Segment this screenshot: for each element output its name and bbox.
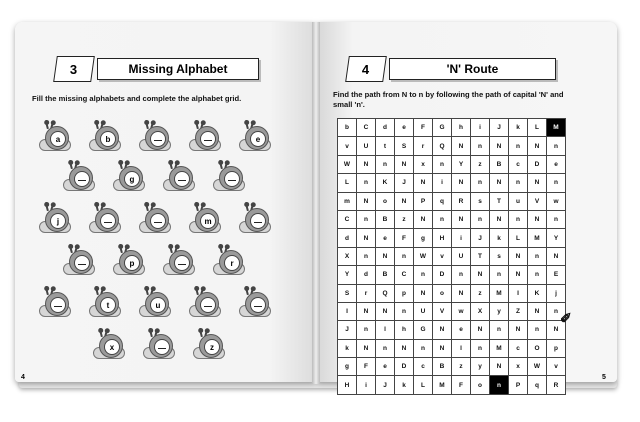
snail-shell	[95, 208, 119, 232]
instruction-text	[333, 90, 564, 110]
page-number: 5	[602, 374, 606, 381]
grid-cell[interactable]: i	[471, 119, 490, 137]
grid-cell[interactable]: G	[414, 321, 433, 339]
snail-shell	[149, 334, 173, 358]
snail-shell-center: x	[104, 339, 120, 355]
grid-cell[interactable]: k	[509, 119, 528, 137]
grid-cell[interactable]: n	[509, 211, 528, 229]
grid-cell[interactable]: X	[471, 303, 490, 321]
snail-shell-center[interactable]	[150, 213, 166, 229]
grid-cell[interactable]: N	[433, 321, 452, 339]
grid-cell[interactable]: Q	[433, 137, 452, 155]
grid-cell[interactable]: L	[338, 174, 357, 192]
blank-line	[154, 140, 162, 142]
grid-cell[interactable]: n	[357, 321, 376, 339]
grid-cell[interactable]: B	[376, 211, 395, 229]
grid-cell[interactable]: N	[357, 229, 376, 247]
snail-2-4	[239, 204, 271, 232]
grid-cell[interactable]: o	[433, 285, 452, 303]
right-page	[317, 22, 617, 389]
snail-shell	[199, 334, 223, 358]
grid-cell[interactable]: h	[395, 321, 414, 339]
grid-cell[interactable]: N	[528, 303, 547, 321]
grid-cell[interactable]: d	[376, 119, 395, 137]
snail-shell-center[interactable]	[74, 255, 90, 271]
grid-cell[interactable]: L	[528, 119, 547, 137]
grid-cell[interactable]: U	[452, 248, 471, 266]
snail-shell	[69, 166, 93, 190]
instruction-line-2: small 'n'.	[333, 100, 365, 109]
grid-cell[interactable]: n	[433, 211, 452, 229]
page-title: 'N' Route	[389, 58, 556, 80]
grid-cell[interactable]: T	[490, 193, 509, 211]
grid-cell[interactable]: n	[414, 266, 433, 284]
letter-grid	[337, 118, 566, 395]
right-title-banner	[347, 56, 562, 80]
grid-cell[interactable]: N	[547, 321, 566, 339]
grid-cell[interactable]: e	[395, 119, 414, 137]
grid-cell[interactable]: N	[452, 285, 471, 303]
grid-cell[interactable]: s	[490, 248, 509, 266]
blank-line	[254, 222, 262, 224]
snail-shell	[45, 126, 69, 150]
grid-cell[interactable]: n	[395, 248, 414, 266]
snail-shell	[195, 292, 219, 316]
snail-3-3	[213, 246, 245, 274]
grid-cell[interactable]: N	[471, 266, 490, 284]
grid-cell[interactable]: e	[376, 229, 395, 247]
snail-4-4	[239, 288, 271, 316]
blank-line	[104, 222, 112, 224]
snail-0-1	[89, 122, 121, 150]
activity-number-box	[345, 56, 387, 82]
grid-cell[interactable]: n	[414, 340, 433, 358]
grid-cell[interactable]: S	[395, 137, 414, 155]
grid-cell[interactable]: v	[433, 248, 452, 266]
grid-cell[interactable]: R	[547, 376, 566, 394]
instruction-line-1: Find the path from N to n by following the path of capital 'N' and	[333, 90, 564, 99]
snail-shell	[145, 126, 169, 150]
grid-cell[interactable]: L	[414, 376, 433, 394]
left-title-banner	[55, 56, 265, 80]
grid-cell[interactable]: w	[452, 303, 471, 321]
grid-cell[interactable]: P	[509, 376, 528, 394]
grid-cell[interactable]: N	[414, 285, 433, 303]
grid-cell[interactable]: M	[433, 376, 452, 394]
grid-cell[interactable]: z	[471, 285, 490, 303]
snail-shell-center[interactable]	[174, 255, 190, 271]
snail-4-3	[189, 288, 221, 316]
snail-shell	[245, 208, 269, 232]
grid-cell[interactable]: K	[376, 174, 395, 192]
grid-cell[interactable]: V	[433, 303, 452, 321]
snail-0-4	[239, 122, 271, 150]
snail-shell-center: m	[200, 213, 216, 229]
blank-line	[254, 306, 262, 308]
grid-cell[interactable]: J	[338, 321, 357, 339]
grid-cell[interactable]: n	[528, 321, 547, 339]
blank-line	[204, 306, 212, 308]
grid-cell[interactable]: n	[471, 211, 490, 229]
grid-cell[interactable]: i	[357, 376, 376, 394]
snail-shell-center[interactable]	[154, 339, 170, 355]
snail-3-1	[113, 246, 145, 274]
grid-cell[interactable]: l	[376, 321, 395, 339]
grid-cell[interactable]: j	[547, 285, 566, 303]
grid-cell[interactable]: z	[452, 358, 471, 376]
grid-cell[interactable]: W	[338, 156, 357, 174]
grid-cell[interactable]: w	[547, 193, 566, 211]
snail-shell-center: t	[100, 297, 116, 313]
grid-cell[interactable]: e	[376, 358, 395, 376]
grid-cell[interactable]: C	[338, 211, 357, 229]
page-number: 4	[21, 374, 25, 381]
grid-cell[interactable]: i	[433, 174, 452, 192]
grid-cell[interactable]: n	[490, 376, 509, 394]
snail-shell	[145, 292, 169, 316]
grid-cell[interactable]: U	[414, 303, 433, 321]
grid-cell[interactable]: q	[433, 193, 452, 211]
grid-cell[interactable]: N	[509, 321, 528, 339]
pen-tip-icon: ✐	[560, 310, 572, 326]
snail-1-2	[163, 162, 195, 190]
grid-cell[interactable]: n	[357, 248, 376, 266]
grid-cell[interactable]: Y	[547, 229, 566, 247]
grid-cell[interactable]: c	[509, 156, 528, 174]
grid-cell[interactable]: d	[338, 229, 357, 247]
grid-cell[interactable]: B	[376, 266, 395, 284]
grid-cell[interactable]: l	[452, 340, 471, 358]
grid-cell[interactable]: s	[471, 193, 490, 211]
snail-shell-center[interactable]	[200, 297, 216, 313]
snail-shell	[99, 334, 123, 358]
snail-shell-center: j	[50, 213, 66, 229]
snail-0-3	[189, 122, 221, 150]
grid-cell[interactable]: k	[395, 376, 414, 394]
grid-cell[interactable]: N	[528, 174, 547, 192]
snail-4-2	[139, 288, 171, 316]
grid-cell[interactable]: n	[452, 266, 471, 284]
grid-cell[interactable]: n	[547, 211, 566, 229]
snail-shell-center: a	[50, 131, 66, 147]
grid-cell[interactable]: N	[395, 193, 414, 211]
grid-cell[interactable]: N	[452, 211, 471, 229]
snail-0-2	[139, 122, 171, 150]
snail-shell-center: b	[100, 131, 116, 147]
snail-shell	[119, 166, 143, 190]
grid-cell[interactable]: N	[509, 266, 528, 284]
grid-cell[interactable]: N	[490, 137, 509, 155]
snail-shell-center[interactable]	[200, 131, 216, 147]
snail-shell-center[interactable]	[150, 131, 166, 147]
grid-cell[interactable]: J	[395, 174, 414, 192]
grid-cell[interactable]: n	[490, 321, 509, 339]
snail-5-1	[143, 330, 175, 358]
snail-shell	[95, 292, 119, 316]
grid-cell[interactable]: D	[528, 156, 547, 174]
grid-cell[interactable]: C	[357, 119, 376, 137]
grid-cell[interactable]: Y	[338, 266, 357, 284]
grid-cell[interactable]: n	[376, 156, 395, 174]
grid-cell[interactable]: t	[376, 137, 395, 155]
grid-cell[interactable]: m	[338, 193, 357, 211]
grid-cell[interactable]: n	[471, 174, 490, 192]
grid-cell[interactable]: N	[490, 174, 509, 192]
snail-shell	[169, 250, 193, 274]
snail-shell-center: r	[224, 255, 240, 271]
grid-cell[interactable]: e	[452, 321, 471, 339]
snail-shell	[45, 292, 69, 316]
grid-cell[interactable]: T	[471, 248, 490, 266]
grid-cell[interactable]: r	[414, 137, 433, 155]
grid-cell[interactable]: U	[357, 137, 376, 155]
grid-cell[interactable]: M	[490, 340, 509, 358]
grid-cell[interactable]: z	[471, 156, 490, 174]
grid-cell[interactable]: v	[338, 137, 357, 155]
snail-5-0	[93, 330, 125, 358]
grid-cell[interactable]: n	[471, 340, 490, 358]
grid-cell[interactable]: n	[471, 137, 490, 155]
grid-cell[interactable]: c	[414, 358, 433, 376]
grid-cell[interactable]: o	[471, 376, 490, 394]
snail-shell-center[interactable]	[250, 213, 266, 229]
blank-line	[78, 180, 86, 182]
grid-cell[interactable]: n	[528, 266, 547, 284]
grid-cell[interactable]: J	[490, 119, 509, 137]
snail-1-3	[213, 162, 245, 190]
grid-cell[interactable]: p	[395, 285, 414, 303]
snail-shell-center[interactable]	[174, 171, 190, 187]
grid-cell[interactable]: k	[338, 340, 357, 358]
snail-shell-center: g	[124, 171, 140, 187]
grid-cell[interactable]: N	[547, 248, 566, 266]
grid-cell[interactable]: M	[528, 229, 547, 247]
grid-cell[interactable]: E	[547, 266, 566, 284]
activity-number: 3	[70, 61, 78, 77]
blank-line	[204, 140, 212, 142]
grid-cell[interactable]: N	[528, 137, 547, 155]
snail-2-1	[89, 204, 121, 232]
grid-cell[interactable]: P	[414, 193, 433, 211]
grid-cell[interactable]: G	[433, 119, 452, 137]
grid-cell[interactable]: N	[452, 174, 471, 192]
grid-cell[interactable]: n	[547, 137, 566, 155]
grid-cell[interactable]: i	[452, 229, 471, 247]
grid-cell[interactable]: N	[395, 340, 414, 358]
snail-4-0	[39, 288, 71, 316]
page-title: Missing Alphabet	[97, 58, 259, 80]
grid-cell[interactable]: M	[547, 119, 566, 137]
grid-cell[interactable]: N	[357, 156, 376, 174]
grid-cell[interactable]: N	[357, 303, 376, 321]
blank-line	[178, 264, 186, 266]
snail-shell-center[interactable]	[74, 171, 90, 187]
grid-cell[interactable]: N	[490, 211, 509, 229]
grid-cell[interactable]: q	[528, 376, 547, 394]
grid-cell[interactable]: g	[338, 358, 357, 376]
snail-0-0	[39, 122, 71, 150]
snail-shell	[169, 166, 193, 190]
snail-shell	[69, 250, 93, 274]
grid-cell[interactable]: B	[490, 156, 509, 174]
grid-cell[interactable]: L	[509, 229, 528, 247]
grid-cell[interactable]: F	[357, 358, 376, 376]
grid-cell[interactable]: v	[547, 358, 566, 376]
book-spine	[312, 22, 320, 384]
activity-number: 4	[362, 61, 370, 77]
blank-line	[158, 348, 166, 350]
snail-shell	[45, 208, 69, 232]
grid-cell[interactable]: W	[528, 358, 547, 376]
snail-shell-center: u	[150, 297, 166, 313]
grid-cell[interactable]: g	[414, 229, 433, 247]
grid-cell[interactable]: n	[528, 248, 547, 266]
snail-shell	[95, 126, 119, 150]
snail-shell	[145, 208, 169, 232]
snail-2-0	[39, 204, 71, 232]
grid-cell[interactable]: N	[414, 211, 433, 229]
grid-cell[interactable]: D	[433, 266, 452, 284]
grid-cell[interactable]: x	[414, 156, 433, 174]
snail-shell	[219, 250, 243, 274]
grid-cell[interactable]: d	[357, 266, 376, 284]
grid-cell[interactable]: Y	[452, 156, 471, 174]
blank-line	[154, 222, 162, 224]
grid-cell[interactable]: n	[395, 303, 414, 321]
grid-cell[interactable]: N	[376, 248, 395, 266]
blank-line	[228, 180, 236, 182]
grid-cell[interactable]: r	[357, 285, 376, 303]
grid-cell[interactable]: n	[490, 266, 509, 284]
grid-cell[interactable]: b	[338, 119, 357, 137]
blank-line	[178, 180, 186, 182]
grid-cell[interactable]: J	[376, 376, 395, 394]
grid-cell[interactable]: V	[528, 193, 547, 211]
grid-cell[interactable]: B	[433, 358, 452, 376]
grid-cell[interactable]: R	[452, 193, 471, 211]
grid-cell[interactable]: I	[338, 303, 357, 321]
snail-5-2	[193, 330, 225, 358]
instruction-text: Fill the missing alphabets and complete the alphabet grid.	[32, 94, 242, 103]
grid-cell[interactable]: k	[490, 229, 509, 247]
snail-2-2	[139, 204, 171, 232]
snail-shell-center[interactable]	[250, 297, 266, 313]
grid-cell[interactable]: N	[357, 340, 376, 358]
grid-cell[interactable]: n	[433, 156, 452, 174]
snail-shell	[245, 292, 269, 316]
grid-cell[interactable]: y	[471, 358, 490, 376]
grid-cell[interactable]: N	[490, 358, 509, 376]
grid-cell[interactable]: F	[452, 376, 471, 394]
grid-cell[interactable]: n	[509, 137, 528, 155]
snail-1-0	[63, 162, 95, 190]
grid-cell[interactable]: p	[547, 340, 566, 358]
grid-cell[interactable]: X	[338, 248, 357, 266]
snail-1-1	[113, 162, 145, 190]
grid-cell[interactable]: N	[433, 340, 452, 358]
activity-number-box	[53, 56, 95, 82]
snail-3-0	[63, 246, 95, 274]
grid-cell[interactable]: h	[452, 119, 471, 137]
grid-cell[interactable]: C	[395, 266, 414, 284]
grid-cell[interactable]: N	[395, 156, 414, 174]
grid-cell[interactable]: n	[509, 174, 528, 192]
grid-cell[interactable]: N	[357, 193, 376, 211]
grid-cell[interactable]: n	[376, 340, 395, 358]
grid-cell[interactable]: N	[376, 303, 395, 321]
snail-shell-center: e	[250, 131, 266, 147]
grid-cell[interactable]: O	[528, 340, 547, 358]
grid-cell[interactable]: n	[547, 303, 566, 321]
grid-cell[interactable]: M	[490, 285, 509, 303]
grid-cell[interactable]: Z	[509, 303, 528, 321]
grid-cell[interactable]: n	[547, 174, 566, 192]
grid-cell[interactable]: e	[547, 156, 566, 174]
grid-cell[interactable]: c	[509, 340, 528, 358]
grid-cell[interactable]: Q	[376, 285, 395, 303]
snail-shell-center[interactable]	[50, 297, 66, 313]
grid-cell[interactable]: u	[509, 193, 528, 211]
snail-shell	[245, 126, 269, 150]
snail-shell	[219, 166, 243, 190]
grid-cell[interactable]: W	[414, 248, 433, 266]
grid-cell[interactable]: H	[433, 229, 452, 247]
grid-cell[interactable]: F	[395, 229, 414, 247]
grid-cell[interactable]: I	[509, 285, 528, 303]
grid-cell[interactable]: N	[528, 211, 547, 229]
grid-cell[interactable]: N	[509, 248, 528, 266]
workbook-spread	[15, 22, 620, 404]
snail-2-3	[189, 204, 221, 232]
snail-4-1	[89, 288, 121, 316]
grid-cell[interactable]: S	[338, 285, 357, 303]
grid-cell[interactable]: N	[414, 174, 433, 192]
grid-cell[interactable]: y	[490, 303, 509, 321]
grid-cell[interactable]: H	[338, 376, 357, 394]
grid-cell[interactable]: J	[471, 229, 490, 247]
grid-cell[interactable]: n	[357, 211, 376, 229]
grid-cell[interactable]: N	[471, 321, 490, 339]
grid-cell[interactable]: D	[395, 358, 414, 376]
blank-line	[78, 264, 86, 266]
grid-cell[interactable]: F	[414, 119, 433, 137]
snail-shell-center: p	[124, 255, 140, 271]
grid-cell[interactable]: N	[452, 137, 471, 155]
snail-shell-center[interactable]	[224, 171, 240, 187]
grid-cell[interactable]: o	[376, 193, 395, 211]
snail-3-2	[163, 246, 195, 274]
grid-cell[interactable]: K	[528, 285, 547, 303]
grid-cell[interactable]: x	[509, 358, 528, 376]
snail-shell	[195, 208, 219, 232]
grid-cell[interactable]: z	[395, 211, 414, 229]
snail-shell-center[interactable]	[100, 213, 116, 229]
snail-shell	[119, 250, 143, 274]
grid-cell[interactable]: n	[357, 174, 376, 192]
blank-line	[54, 306, 62, 308]
left-page	[15, 22, 315, 382]
snail-shell-center: z	[204, 339, 220, 355]
snail-shell	[195, 126, 219, 150]
